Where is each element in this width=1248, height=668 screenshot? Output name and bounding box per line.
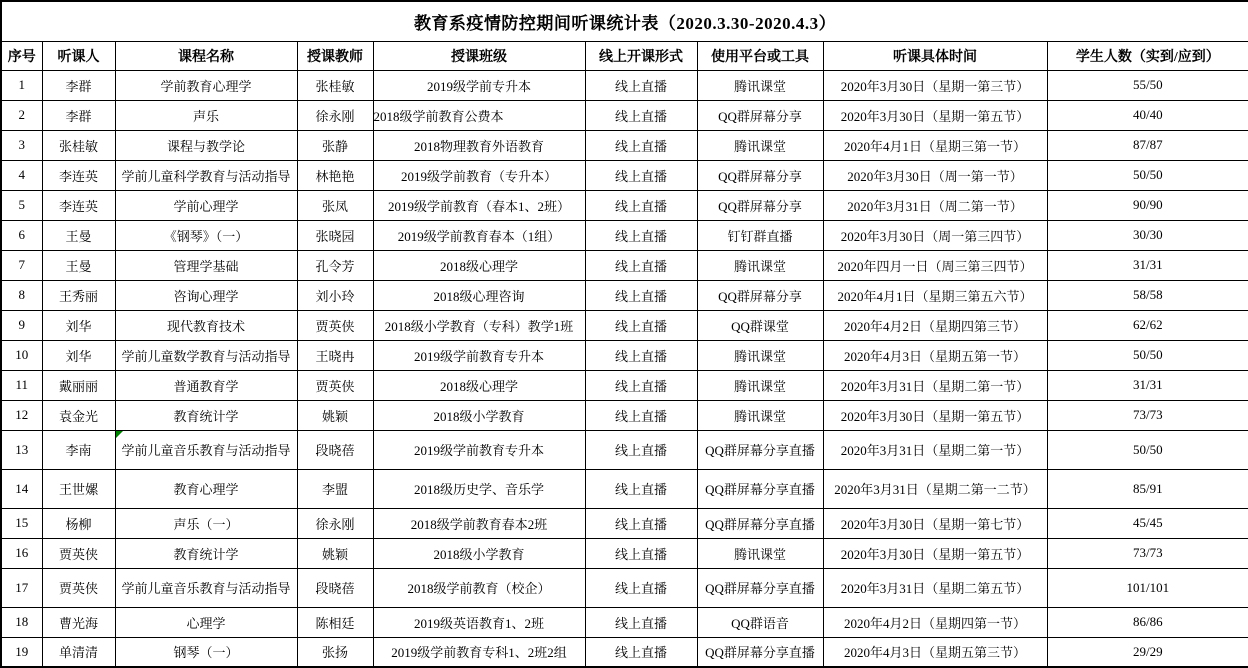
table-cell: 12 [1, 400, 42, 430]
table-cell: 2020年3月30日（周一第一节） [823, 160, 1047, 190]
table-cell: QQ群屏幕分享直播 [697, 469, 823, 508]
table-cell: 杨柳 [42, 508, 115, 538]
column-header: 授课班级 [373, 41, 585, 70]
table-row [1, 469, 1248, 508]
table-cell: 线上直播 [585, 430, 697, 469]
table-cell: 11 [1, 370, 42, 400]
table-cell: 贾英侠 [42, 538, 115, 568]
cell-comment-marker-icon [116, 431, 123, 438]
table-cell: 腾讯课堂 [697, 538, 823, 568]
table-cell: 2020年4月1日（星期三第一节） [823, 130, 1047, 160]
table-cell: 学前儿童数学教育与活动指导 [115, 340, 297, 370]
table-cell: 31/31 [1047, 250, 1248, 280]
table-row [1, 370, 1248, 400]
table-cell: QQ群屏幕分享 [697, 160, 823, 190]
table-cell: 管理学基础 [115, 250, 297, 280]
table-cell: 王晓冉 [297, 340, 373, 370]
table-cell: 线上直播 [585, 280, 697, 310]
table-cell: 《钢琴》（一） [115, 220, 297, 250]
table-cell: 2018级学前教育（校企） [373, 568, 585, 607]
table-cell: 钢琴（一） [115, 637, 297, 667]
table-cell: 教育心理学 [115, 469, 297, 508]
table-cell: 2020年4月1日（星期三第五六节） [823, 280, 1047, 310]
table-cell: 袁金光 [42, 400, 115, 430]
table-cell: 腾讯课堂 [697, 400, 823, 430]
table-row [1, 430, 1248, 469]
table-cell: 2018级小学教育 [373, 400, 585, 430]
column-header: 学生人数（实到/应到） [1047, 41, 1248, 70]
table-cell: 姚颖 [297, 538, 373, 568]
table-cell: 2020年四月一日（周三第三四节） [823, 250, 1047, 280]
table-cell: 50/50 [1047, 340, 1248, 370]
table-cell: 50/50 [1047, 430, 1248, 469]
table-cell: 声乐 [115, 100, 297, 130]
table-row [1, 637, 1248, 667]
table-cell: 段晓蓓 [297, 568, 373, 607]
table-cell: 2018物理教育外语教育 [373, 130, 585, 160]
column-header: 听课具体时间 [823, 41, 1047, 70]
table-cell: 线上直播 [585, 220, 697, 250]
table-cell: 线上直播 [585, 340, 697, 370]
table-cell: 线上直播 [585, 508, 697, 538]
table-cell: 线上直播 [585, 568, 697, 607]
table-cell: 2020年3月31日（星期二第一节） [823, 430, 1047, 469]
table-cell: 腾讯课堂 [697, 130, 823, 160]
column-header: 授课教师 [297, 41, 373, 70]
table-cell: 2020年3月30日（星期一第五节） [823, 400, 1047, 430]
table-cell: 18 [1, 607, 42, 637]
table-cell: 2019级学前教育专升本 [373, 430, 585, 469]
table-cell: 2018级小学教育（专科）教学1班 [373, 310, 585, 340]
table-row [1, 568, 1248, 607]
table-cell: 2020年4月3日（星期五第一节） [823, 340, 1047, 370]
table-cell: 教育统计学 [115, 538, 297, 568]
table-cell: 2020年3月30日（周一第三四节） [823, 220, 1047, 250]
table-cell: 陈相廷 [297, 607, 373, 637]
column-header: 课程名称 [115, 41, 297, 70]
table-cell: 课程与教学论 [115, 130, 297, 160]
table-cell: 学前儿童音乐教育与活动指导 [115, 430, 297, 469]
table-row [1, 130, 1248, 160]
table-cell: QQ群课堂 [697, 310, 823, 340]
table-cell: 声乐（一） [115, 508, 297, 538]
table-cell: 学前心理学 [115, 190, 297, 220]
table-row [1, 607, 1248, 637]
table-cell: 58/58 [1047, 280, 1248, 310]
table-cell: 王曼 [42, 250, 115, 280]
table-cell: 腾讯课堂 [697, 70, 823, 100]
table-cell: 张静 [297, 130, 373, 160]
table-cell: 2018级心理咨询 [373, 280, 585, 310]
table-row [1, 220, 1248, 250]
column-header: 序号 [1, 41, 42, 70]
table-cell: 55/50 [1047, 70, 1248, 100]
table-cell: 13 [1, 430, 42, 469]
table-cell: 刘华 [42, 310, 115, 340]
table-cell: 线上直播 [585, 130, 697, 160]
table-cell: 线上直播 [585, 637, 697, 667]
column-header: 使用平台或工具 [697, 41, 823, 70]
column-header: 听课人 [42, 41, 115, 70]
table-cell: 徐永刚 [297, 100, 373, 130]
table-cell: 李群 [42, 70, 115, 100]
table-cell: QQ群屏幕分享直播 [697, 508, 823, 538]
table-row [1, 310, 1248, 340]
table-cell: 2020年3月30日（星期一第五节） [823, 538, 1047, 568]
table-cell: 62/62 [1047, 310, 1248, 340]
table-row [1, 538, 1248, 568]
table-cell: 2019级学前教育专科1、2班2组 [373, 637, 585, 667]
table-cell: QQ群屏幕分享 [697, 190, 823, 220]
table-cell: 29/29 [1047, 637, 1248, 667]
table-cell: 学前儿童科学教育与活动指导 [115, 160, 297, 190]
table-cell: 单清清 [42, 637, 115, 667]
table-cell: 2019级英语教育1、2班 [373, 607, 585, 637]
table-cell: 孔令芳 [297, 250, 373, 280]
table-cell: 2018级历史学、音乐学 [373, 469, 585, 508]
table-cell: 86/86 [1047, 607, 1248, 637]
table-cell: 2020年3月30日（星期一第三节） [823, 70, 1047, 100]
table-cell: 线上直播 [585, 100, 697, 130]
table-cell: 2018级心理学 [373, 370, 585, 400]
table-cell: 线上直播 [585, 250, 697, 280]
table-row [1, 70, 1248, 100]
table-cell: 17 [1, 568, 42, 607]
table-row [1, 340, 1248, 370]
table-cell: 15 [1, 508, 42, 538]
table-header-row [1, 41, 1248, 70]
table-cell: 73/73 [1047, 400, 1248, 430]
table-cell: 贾英侠 [297, 310, 373, 340]
table-cell: 王世嫘 [42, 469, 115, 508]
table-cell: QQ群屏幕分享直播 [697, 637, 823, 667]
table-cell: 87/87 [1047, 130, 1248, 160]
table-cell: 张桂敏 [42, 130, 115, 160]
table-cell: 腾讯课堂 [697, 250, 823, 280]
table-cell: 9 [1, 310, 42, 340]
table-cell: 40/40 [1047, 100, 1248, 130]
table-cell: 2020年3月30日（星期一第五节） [823, 100, 1047, 130]
table-cell: 线上直播 [585, 400, 697, 430]
table-cell: 2019级学前专升本 [373, 70, 585, 100]
table-cell: 85/91 [1047, 469, 1248, 508]
table-cell: 50/50 [1047, 160, 1248, 190]
table-cell: 李南 [42, 430, 115, 469]
table-cell: 线上直播 [585, 310, 697, 340]
table-cell: QQ群语音 [697, 607, 823, 637]
table-cell: 刘小玲 [297, 280, 373, 310]
table-cell: QQ群屏幕分享直播 [697, 568, 823, 607]
table-cell: 1 [1, 70, 42, 100]
table-cell: 101/101 [1047, 568, 1248, 607]
table-row [1, 190, 1248, 220]
table-cell: 腾讯课堂 [697, 340, 823, 370]
table-row [1, 250, 1248, 280]
table-cell: 王秀丽 [42, 280, 115, 310]
table-cell: 线上直播 [585, 469, 697, 508]
table-cell: 学前儿童音乐教育与活动指导 [115, 568, 297, 607]
table-cell: 李连英 [42, 190, 115, 220]
table-cell: 教育统计学 [115, 400, 297, 430]
table-cell: 线上直播 [585, 370, 697, 400]
table-row [1, 400, 1248, 430]
table-row [1, 100, 1248, 130]
table-cell: 张凤 [297, 190, 373, 220]
table-cell: 咨询心理学 [115, 280, 297, 310]
table-cell: 徐永刚 [297, 508, 373, 538]
table-row [1, 508, 1248, 538]
table-cell: 2020年3月31日（周二第一节） [823, 190, 1047, 220]
title-row [1, 1, 1248, 41]
table-cell: 2019级学前教育春本（1组） [373, 220, 585, 250]
table-cell: 2018级学前教育公费本 [373, 100, 585, 130]
table-cell: QQ群屏幕分享 [697, 280, 823, 310]
table-cell: 2020年3月31日（星期二第一节） [823, 370, 1047, 400]
table-cell: QQ群屏幕分享直播 [697, 430, 823, 469]
table-cell: 2019级学前教育（专升本） [373, 160, 585, 190]
table-cell: 2020年4月3日（星期五第三节） [823, 637, 1047, 667]
table-cell: 学前教育心理学 [115, 70, 297, 100]
table-cell: 3 [1, 130, 42, 160]
table-cell: 2019级学前教育（春本1、2班） [373, 190, 585, 220]
table-cell: 曹光海 [42, 607, 115, 637]
table-cell: 贾英侠 [42, 568, 115, 607]
table-cell: 钉钉群直播 [697, 220, 823, 250]
table-cell: 2020年3月30日（星期一第七节） [823, 508, 1047, 538]
table-cell: 8 [1, 280, 42, 310]
table-cell: 2 [1, 100, 42, 130]
table-cell: 林艳艳 [297, 160, 373, 190]
table-cell: 2020年3月31日（星期二第五节） [823, 568, 1047, 607]
table-cell: 姚颖 [297, 400, 373, 430]
table-cell: 刘华 [42, 340, 115, 370]
table-cell: 戴丽丽 [42, 370, 115, 400]
table-cell: 心理学 [115, 607, 297, 637]
table-cell: 7 [1, 250, 42, 280]
table-cell: 16 [1, 538, 42, 568]
table-cell: 普通教育学 [115, 370, 297, 400]
table-cell: 19 [1, 637, 42, 667]
table-cell: 4 [1, 160, 42, 190]
table-cell: 线上直播 [585, 190, 697, 220]
table-cell: 2018级小学教育 [373, 538, 585, 568]
table-cell: 现代教育技术 [115, 310, 297, 340]
table-cell: 线上直播 [585, 70, 697, 100]
table-cell: 线上直播 [585, 538, 697, 568]
table-cell: 5 [1, 190, 42, 220]
table-cell: 2018级学前教育春本2班 [373, 508, 585, 538]
table-cell: 李盟 [297, 469, 373, 508]
table-cell: 线上直播 [585, 160, 697, 190]
table-cell: 线上直播 [585, 607, 697, 637]
table-row [1, 160, 1248, 190]
table-cell: 段晓蓓 [297, 430, 373, 469]
table-cell: 2018级心理学 [373, 250, 585, 280]
table-cell: 2020年3月31日（星期二第一二节） [823, 469, 1047, 508]
table-cell: 10 [1, 340, 42, 370]
table-cell: 14 [1, 469, 42, 508]
page-title: 教育系疫情防控期间听课统计表（2020.3.30-2020.4.3） [1, 1, 1248, 41]
table-cell: 73/73 [1047, 538, 1248, 568]
table-row [1, 280, 1248, 310]
table-cell: 腾讯课堂 [697, 370, 823, 400]
table-cell: 张桂敏 [297, 70, 373, 100]
table-cell: 90/90 [1047, 190, 1248, 220]
table-cell: 2020年4月2日（星期四第三节） [823, 310, 1047, 340]
table-cell: 45/45 [1047, 508, 1248, 538]
table-cell: QQ群屏幕分享 [697, 100, 823, 130]
table-cell: 李群 [42, 100, 115, 130]
table-cell: 30/30 [1047, 220, 1248, 250]
table-cell: 6 [1, 220, 42, 250]
table-cell: 张扬 [297, 637, 373, 667]
table-cell: 张晓园 [297, 220, 373, 250]
table-cell: 31/31 [1047, 370, 1248, 400]
table-cell: 李连英 [42, 160, 115, 190]
table-cell: 2020年4月2日（星期四第一节） [823, 607, 1047, 637]
table-cell: 2019级学前教育专升本 [373, 340, 585, 370]
table-cell: 王曼 [42, 220, 115, 250]
column-header: 线上开课形式 [585, 41, 697, 70]
table-cell: 贾英侠 [297, 370, 373, 400]
